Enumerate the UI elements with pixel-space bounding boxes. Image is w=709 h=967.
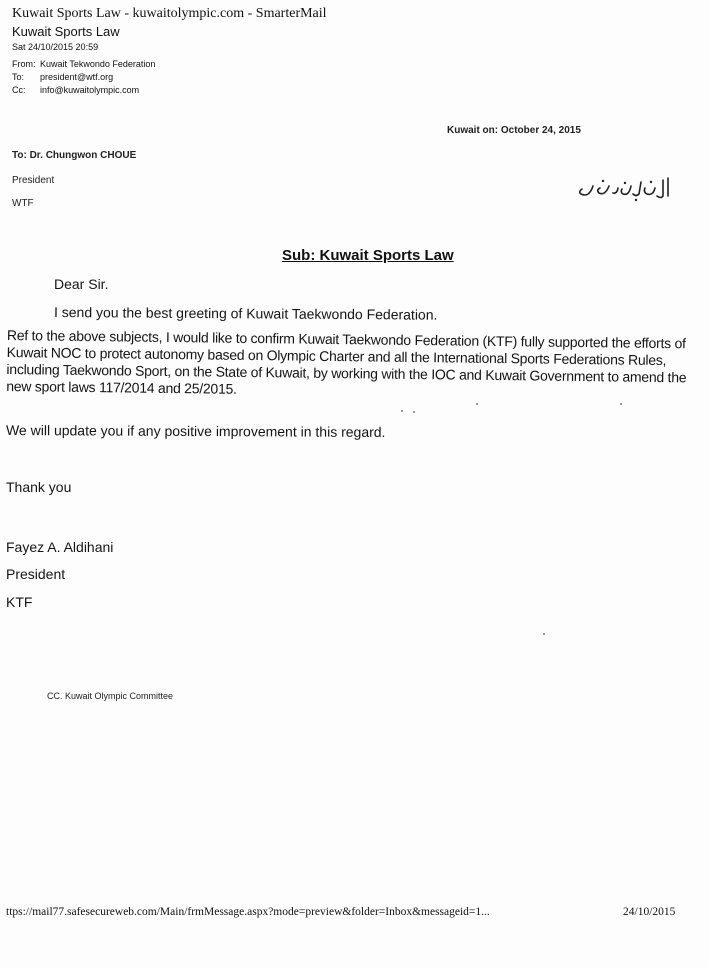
email-from-row [12, 59, 155, 69]
cc-value: info@kuwaitolympic.com [40, 85, 140, 95]
closing-thank-you: Thank you [6, 479, 72, 495]
salutation: Dear Sir. [54, 276, 109, 292]
cc-label: Cc: [12, 85, 26, 95]
from-label: From: [12, 59, 36, 69]
email-to-row [12, 72, 113, 82]
signatory-name: Fayez A. Aldihani [6, 539, 114, 555]
scan-speck [476, 403, 478, 405]
greeting-line: I send you the best greeting of Kuwait Taekwondo Federation. [53, 304, 438, 323]
update-line: We will update you if any positive improvement in this regard. [5, 422, 386, 440]
signatory-org: KTF [6, 594, 33, 610]
to-label: To: [12, 72, 25, 82]
recipient-org: WTF [12, 198, 34, 209]
from-value: Kuwait Tekwondo Federation [40, 59, 156, 69]
window-title: Kuwait Sports Law - kuwaitolympic.com - SmarterMail [12, 6, 327, 21]
scan-speck [620, 403, 622, 405]
recipient-name: To: Dr. Chungwon CHOUE [12, 150, 137, 161]
body-paragraph: Ref to the above subjects, I would like to confirm Kuwait Taekwondo Federation (KTF) fully supported the efforts of Kuwait NOC to protect autonomy based on Olympic Charter and all the International Sports Federations Rules, including Taekwondo Sport, on the State of Kuwait, by working with the IOC and Kuwait Government to amend the new sport laws 117/2014 and 25/2015. [6, 327, 687, 397]
signatory-title: President [6, 566, 66, 582]
recipient-title: President [12, 175, 55, 186]
email-date: Sat 24/10/2015 20:59 [12, 42, 99, 52]
scan-speck [543, 633, 545, 635]
footer-date: 24/10/2015 [623, 906, 676, 918]
scan-speck [413, 411, 415, 413]
letter-subject: Sub: Kuwait Sports Law [282, 247, 454, 264]
to-value: president@wtf.org [40, 72, 114, 82]
footer-url: ttps://mail77.safesecureweb.com/Main/frmMessage.aspx?mode=preview&folder=Inbox&messageid=1... [6, 906, 490, 918]
scan-speck [401, 410, 403, 412]
cc-line: CC. Kuwait Olympic Committee [47, 691, 174, 701]
email-cc-row [12, 85, 139, 95]
handwritten-arabic-signature [573, 174, 673, 206]
letter-date: Kuwait on: October 24, 2015 [447, 125, 581, 136]
email-subject: Kuwait Sports Law [12, 24, 120, 39]
